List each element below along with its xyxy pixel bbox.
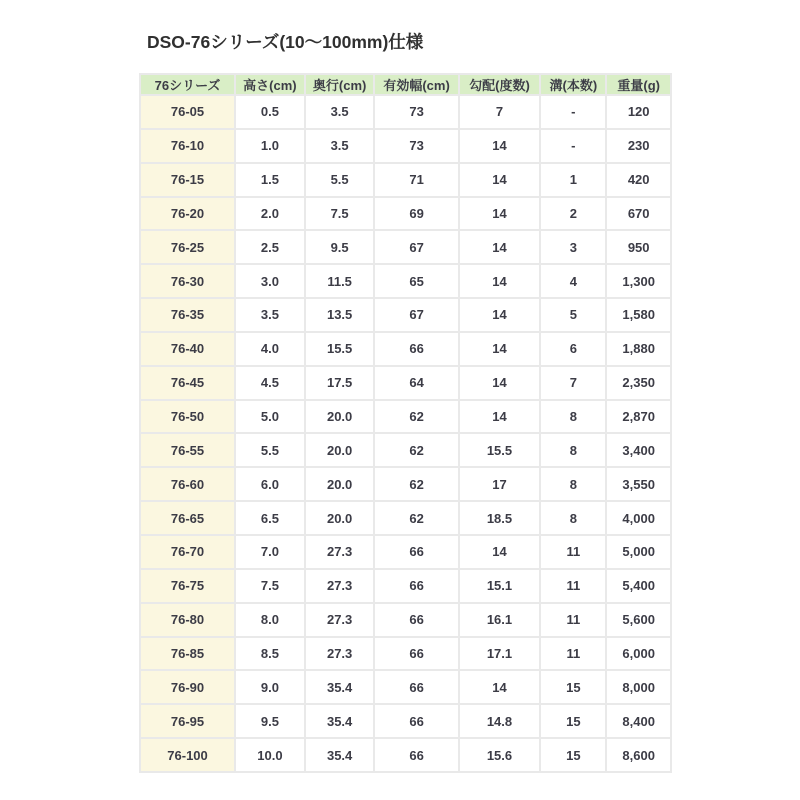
- data-cell: 66: [375, 739, 457, 771]
- data-cell: 7: [460, 96, 540, 128]
- data-cell: 14: [460, 299, 540, 331]
- table-header-row: [141, 75, 670, 94]
- data-cell: 20.0: [306, 502, 374, 534]
- table-row: [141, 198, 670, 230]
- data-cell: 35.4: [306, 671, 374, 703]
- data-cell: 66: [375, 638, 457, 670]
- data-cell: 1,580: [607, 299, 670, 331]
- table-row: [141, 570, 670, 602]
- data-cell: 17.1: [460, 638, 540, 670]
- data-cell: 64: [375, 367, 457, 399]
- data-cell: 27.3: [306, 570, 374, 602]
- column-header-6: 重量(g): [607, 75, 670, 94]
- data-cell: 11: [541, 570, 605, 602]
- data-cell: 14: [460, 333, 540, 365]
- table-row: [141, 333, 670, 365]
- data-cell: 71: [375, 164, 457, 196]
- data-cell: 20.0: [306, 401, 374, 433]
- row-label-cell: 76-40: [141, 333, 234, 365]
- table-row: [141, 401, 670, 433]
- data-cell: 2,350: [607, 367, 670, 399]
- data-cell: 66: [375, 333, 457, 365]
- data-cell: 6.5: [236, 502, 304, 534]
- data-cell: 66: [375, 671, 457, 703]
- row-label-cell: 76-65: [141, 502, 234, 534]
- row-label-cell: 76-10: [141, 130, 234, 162]
- data-cell: 1.5: [236, 164, 304, 196]
- data-cell: 6: [541, 333, 605, 365]
- data-cell: 15: [541, 705, 605, 737]
- column-header-2: 奥行(cm): [306, 75, 374, 94]
- data-cell: 17.5: [306, 367, 374, 399]
- row-label-cell: 76-15: [141, 164, 234, 196]
- row-label-cell: 76-75: [141, 570, 234, 602]
- data-cell: 67: [375, 299, 457, 331]
- data-cell: 5,600: [607, 604, 670, 636]
- data-cell: 27.3: [306, 536, 374, 568]
- table-row: [141, 130, 670, 162]
- data-cell: 3.5: [306, 96, 374, 128]
- data-cell: 230: [607, 130, 670, 162]
- data-cell: 14.8: [460, 705, 540, 737]
- data-cell: 3.5: [306, 130, 374, 162]
- table-row: [141, 468, 670, 500]
- table-row: [141, 434, 670, 466]
- data-cell: -: [541, 96, 605, 128]
- data-cell: 11.5: [306, 265, 374, 297]
- row-label-cell: 76-35: [141, 299, 234, 331]
- data-cell: 1,880: [607, 333, 670, 365]
- data-cell: 11: [541, 604, 605, 636]
- data-cell: 15.6: [460, 739, 540, 771]
- data-cell: 14: [460, 367, 540, 399]
- data-cell: 5,000: [607, 536, 670, 568]
- data-cell: 3,400: [607, 434, 670, 466]
- data-cell: 1.0: [236, 130, 304, 162]
- spec-table-body: [141, 96, 670, 771]
- data-cell: 8: [541, 434, 605, 466]
- data-cell: 2.5: [236, 231, 304, 263]
- table-row: [141, 739, 670, 771]
- row-label-cell: 76-45: [141, 367, 234, 399]
- data-cell: 16.1: [460, 604, 540, 636]
- data-cell: 66: [375, 570, 457, 602]
- data-cell: 20.0: [306, 434, 374, 466]
- data-cell: 2.0: [236, 198, 304, 230]
- data-cell: 14: [460, 164, 540, 196]
- data-cell: 0.5: [236, 96, 304, 128]
- data-cell: 14: [460, 265, 540, 297]
- data-cell: 14: [460, 671, 540, 703]
- data-cell: 20.0: [306, 468, 374, 500]
- data-cell: 670: [607, 198, 670, 230]
- row-label-cell: 76-95: [141, 705, 234, 737]
- row-label-cell: 76-85: [141, 638, 234, 670]
- table-row: [141, 536, 670, 568]
- data-cell: 11: [541, 536, 605, 568]
- table-row: [141, 164, 670, 196]
- data-cell: 35.4: [306, 739, 374, 771]
- row-label-cell: 76-70: [141, 536, 234, 568]
- data-cell: 4.5: [236, 367, 304, 399]
- data-cell: 8.5: [236, 638, 304, 670]
- row-label-cell: 76-100: [141, 739, 234, 771]
- row-label-cell: 76-80: [141, 604, 234, 636]
- data-cell: 15: [541, 739, 605, 771]
- data-cell: 14: [460, 130, 540, 162]
- table-row: [141, 299, 670, 331]
- row-label-cell: 76-30: [141, 265, 234, 297]
- row-label-cell: 76-60: [141, 468, 234, 500]
- column-header-4: 勾配(度数): [460, 75, 540, 94]
- column-header-3: 有効幅(cm): [375, 75, 457, 94]
- data-cell: 3.5: [236, 299, 304, 331]
- data-cell: 14: [460, 231, 540, 263]
- data-cell: 7.5: [236, 570, 304, 602]
- table-row: [141, 502, 670, 534]
- data-cell: 8,600: [607, 739, 670, 771]
- data-cell: 62: [375, 401, 457, 433]
- data-cell: 4.0: [236, 333, 304, 365]
- data-cell: 62: [375, 434, 457, 466]
- row-label-cell: 76-20: [141, 198, 234, 230]
- data-cell: 15.5: [460, 434, 540, 466]
- table-row: [141, 96, 670, 128]
- data-cell: 3.0: [236, 265, 304, 297]
- row-label-cell: 76-25: [141, 231, 234, 263]
- data-cell: 9.0: [236, 671, 304, 703]
- data-cell: 7: [541, 367, 605, 399]
- data-cell: 18.5: [460, 502, 540, 534]
- data-cell: 10.0: [236, 739, 304, 771]
- data-cell: -: [541, 130, 605, 162]
- data-cell: 4,000: [607, 502, 670, 534]
- data-cell: 17: [460, 468, 540, 500]
- data-cell: 62: [375, 502, 457, 534]
- data-cell: 5,400: [607, 570, 670, 602]
- table-row: [141, 671, 670, 703]
- data-cell: 6,000: [607, 638, 670, 670]
- data-cell: 13.5: [306, 299, 374, 331]
- data-cell: 8: [541, 502, 605, 534]
- data-cell: 420: [607, 164, 670, 196]
- column-header-0: 76シリーズ: [141, 75, 234, 94]
- data-cell: 8,000: [607, 671, 670, 703]
- data-cell: 3,550: [607, 468, 670, 500]
- table-row: [141, 604, 670, 636]
- data-cell: 950: [607, 231, 670, 263]
- table-row: [141, 265, 670, 297]
- data-cell: 14: [460, 401, 540, 433]
- data-cell: 5.5: [236, 434, 304, 466]
- data-cell: 8,400: [607, 705, 670, 737]
- data-cell: 27.3: [306, 638, 374, 670]
- data-cell: 69: [375, 198, 457, 230]
- data-cell: 62: [375, 468, 457, 500]
- data-cell: 8.0: [236, 604, 304, 636]
- data-cell: 8: [541, 468, 605, 500]
- data-cell: 6.0: [236, 468, 304, 500]
- data-cell: 66: [375, 705, 457, 737]
- data-cell: 73: [375, 130, 457, 162]
- data-cell: 7.5: [306, 198, 374, 230]
- column-header-1: 高さ(cm): [236, 75, 304, 94]
- table-row: [141, 367, 670, 399]
- table-row: [141, 705, 670, 737]
- row-label-cell: 76-50: [141, 401, 234, 433]
- data-cell: 14: [460, 198, 540, 230]
- spec-table: [139, 73, 672, 773]
- data-cell: 5.0: [236, 401, 304, 433]
- data-cell: 5: [541, 299, 605, 331]
- data-cell: 14: [460, 536, 540, 568]
- data-cell: 15.5: [306, 333, 374, 365]
- data-cell: 67: [375, 231, 457, 263]
- data-cell: 7.0: [236, 536, 304, 568]
- data-cell: 66: [375, 536, 457, 568]
- table-row: [141, 638, 670, 670]
- data-cell: 15.1: [460, 570, 540, 602]
- data-cell: 9.5: [236, 705, 304, 737]
- data-cell: 5.5: [306, 164, 374, 196]
- data-cell: 27.3: [306, 604, 374, 636]
- data-cell: 2,870: [607, 401, 670, 433]
- data-cell: 73: [375, 96, 457, 128]
- data-cell: 120: [607, 96, 670, 128]
- row-label-cell: 76-90: [141, 671, 234, 703]
- data-cell: 1: [541, 164, 605, 196]
- row-label-cell: 76-05: [141, 96, 234, 128]
- data-cell: 15: [541, 671, 605, 703]
- data-cell: 65: [375, 265, 457, 297]
- data-cell: 1,300: [607, 265, 670, 297]
- data-cell: 11: [541, 638, 605, 670]
- table-row: [141, 231, 670, 263]
- page-title: DSO-76シリーズ(10〜100mm)仕様: [147, 32, 424, 52]
- data-cell: 66: [375, 604, 457, 636]
- data-cell: 8: [541, 401, 605, 433]
- data-cell: 9.5: [306, 231, 374, 263]
- column-header-5: 溝(本数): [541, 75, 605, 94]
- row-label-cell: 76-55: [141, 434, 234, 466]
- data-cell: 4: [541, 265, 605, 297]
- data-cell: 3: [541, 231, 605, 263]
- data-cell: 2: [541, 198, 605, 230]
- data-cell: 35.4: [306, 705, 374, 737]
